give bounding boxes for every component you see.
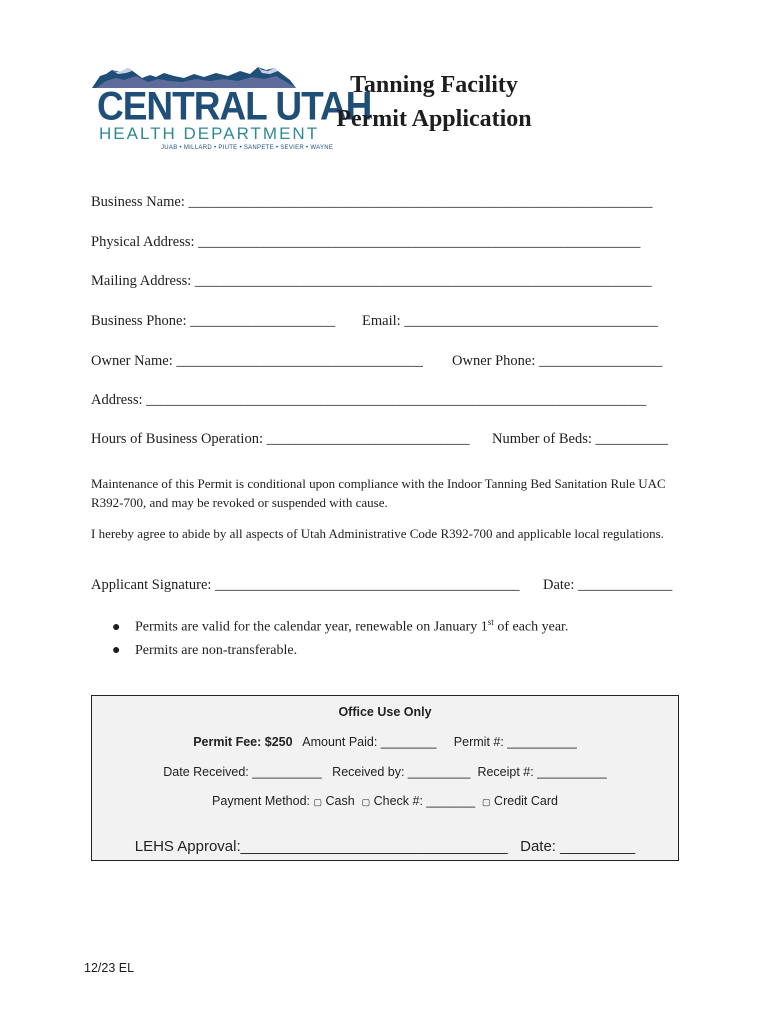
bullet-dot-icon: ●: [112, 643, 121, 658]
check-checkbox-icon[interactable]: ▢: [361, 797, 371, 807]
logo-title-text: CENTRAL UTAH: [97, 84, 372, 129]
office-approval-row: [92, 838, 678, 855]
bullet-dot-icon: ●: [112, 619, 121, 635]
physical-address-field[interactable]: Physical Address: _____________________________________________________________: [91, 234, 641, 250]
permit-number-field[interactable]: Permit #: __________: [453, 735, 577, 749]
office-use-box: [91, 695, 679, 861]
date-received-field[interactable]: Date Received: __________: [163, 765, 322, 779]
bullet-text: Permits are non-transferable.: [135, 643, 298, 658]
bullet-item-transfer: [112, 643, 297, 659]
page-title-line2: Permit Application: [336, 106, 532, 132]
business-phone-field[interactable]: Business Phone: ____________________: [91, 313, 336, 329]
page-title-line1: Tanning Facility: [350, 72, 518, 98]
mailing-address-field[interactable]: Mailing Address: _______________________________________________________________: [91, 273, 652, 289]
credit-checkbox-icon[interactable]: ▢: [482, 797, 491, 807]
office-received-row: [92, 765, 678, 779]
office-fee-row: [92, 735, 678, 749]
owner-phone-field[interactable]: Owner Phone: _________________: [452, 353, 663, 369]
bullet-text: Permits are valid for the calendar year, renewable on January 1: [135, 619, 488, 635]
owner-name-field[interactable]: Owner Name: __________________________________: [91, 353, 423, 369]
applicant-signature-field[interactable]: Applicant Signature: __________________________________________: [91, 577, 520, 593]
logo-counties-text: JUAB • MILLARD • PIUTE • SANPETE • SEVIER • WAYNE: [161, 145, 334, 151]
hours-of-operation-field[interactable]: Hours of Business Operation: ____________________________: [91, 431, 470, 447]
business-name-field[interactable]: Business Name: ________________________________________________________________: [91, 194, 653, 210]
payment-method-label: Payment Method:: [212, 794, 310, 808]
signature-date-field[interactable]: Date: _____________: [543, 577, 673, 593]
maintenance-paragraph: Maintenance of this Permit is conditional upon compliance with the Indoor Tanning Bed Sanitation Rule UAC R392-700, and may be revoked or suspended with cause.: [91, 476, 666, 510]
bullet-item-validity: [112, 617, 568, 636]
cash-checkbox-icon[interactable]: ▢: [313, 797, 322, 807]
footer-revision: 12/23 EL: [84, 961, 135, 975]
logo-subtitle-text: HEALTH DEPARTMENT: [99, 124, 320, 143]
received-by-field[interactable]: Received by: _________: [332, 765, 471, 779]
credit-card-label: Credit Card: [494, 794, 558, 808]
number-of-beds-field[interactable]: Number of Beds: __________: [492, 431, 668, 447]
office-use-heading: Office Use Only: [338, 705, 432, 719]
agreement-paragraph: I hereby agree to abide by all aspects of Utah Administrative Code R392-700 and applicable local regulations.: [91, 526, 664, 541]
address-field[interactable]: Address: _____________________________________________________________________: [91, 392, 647, 408]
receipt-number-field[interactable]: Receipt #: __________: [477, 765, 607, 779]
office-payment-row: [92, 794, 678, 808]
bullet-text-end: of each year.: [493, 619, 569, 635]
check-number-field[interactable]: Check #: _______: [373, 794, 476, 808]
approval-date-field[interactable]: Date: _________: [520, 838, 636, 855]
bullet-superscript: st: [487, 617, 494, 627]
permit-fee-label: Permit Fee: $250: [193, 735, 293, 749]
lehs-approval-field[interactable]: LEHS Approval:________________________________: [134, 838, 508, 855]
amount-paid-field[interactable]: Amount Paid: ________: [302, 735, 437, 749]
email-field[interactable]: Email: ___________________________________: [362, 313, 659, 329]
cash-label: Cash: [325, 794, 355, 808]
